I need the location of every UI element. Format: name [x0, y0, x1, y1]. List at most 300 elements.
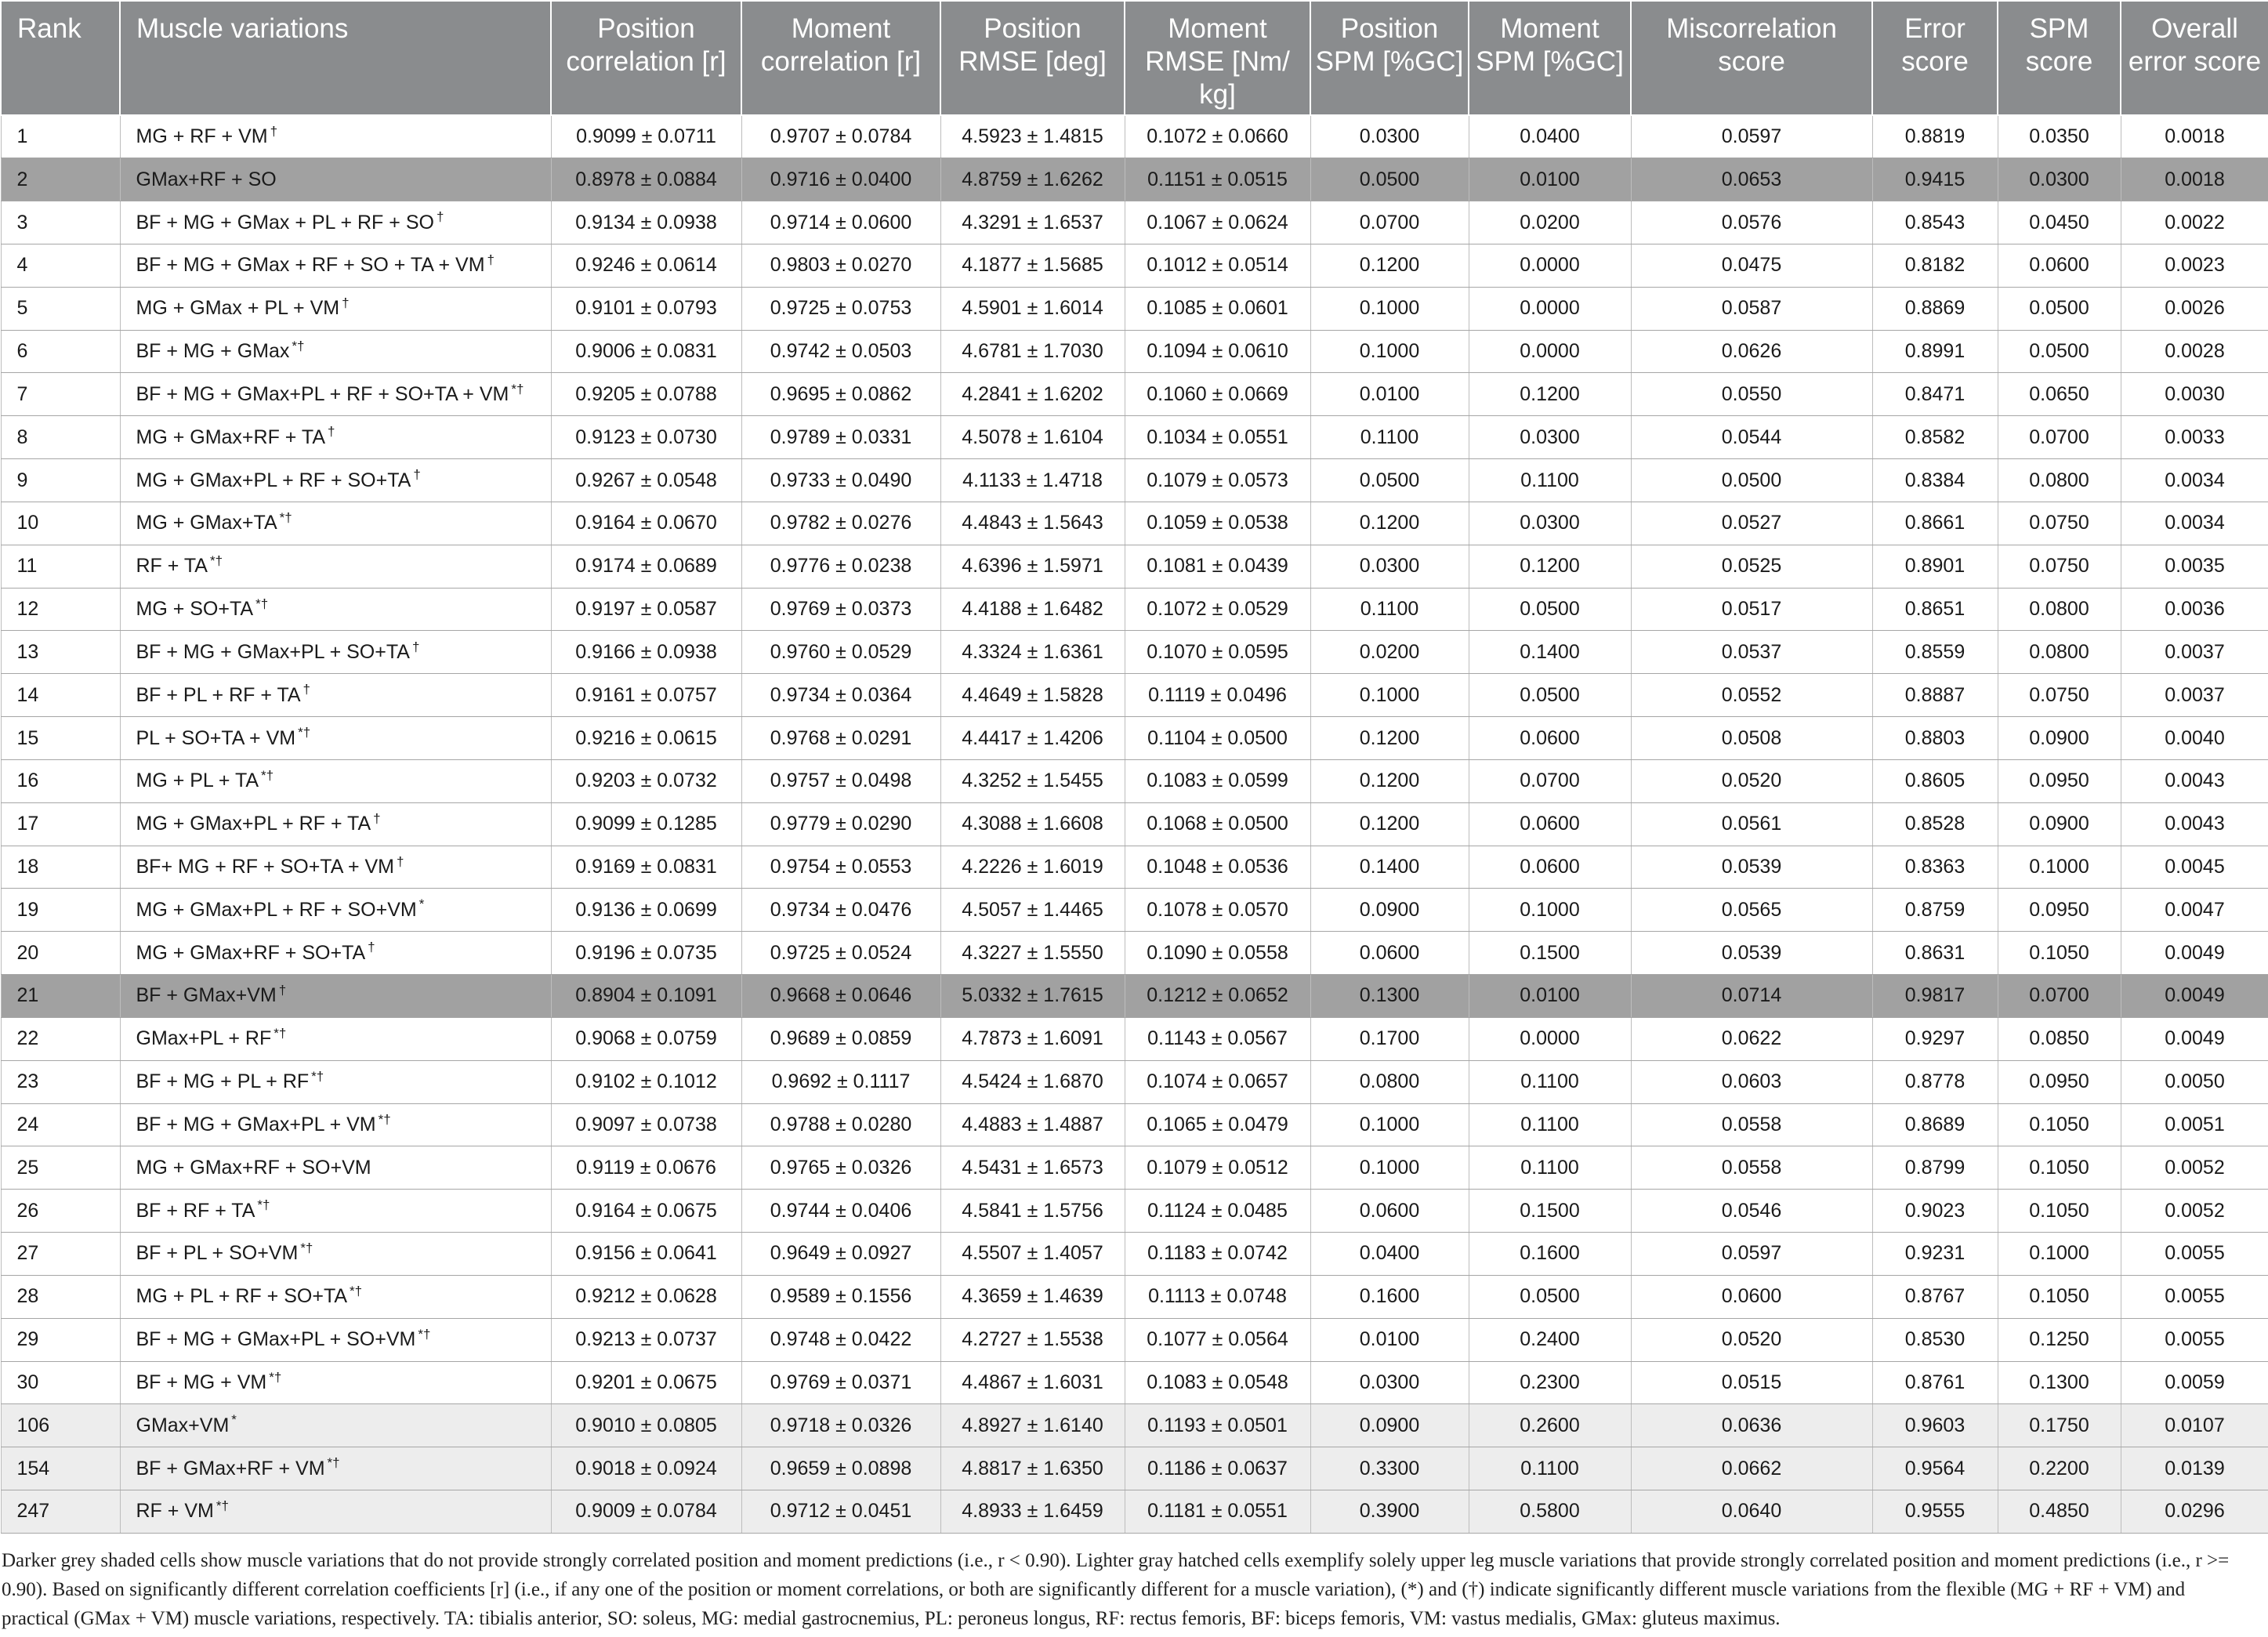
cell-muscle-variation	[120, 1190, 551, 1233]
table-row	[1, 889, 2268, 932]
cell-mom-spm: 0.0500	[1469, 588, 1631, 631]
header-error-score: Error score	[1872, 1, 1998, 115]
cell-mom-spm: 0.1500	[1469, 1190, 1631, 1233]
significance-mark: *†	[350, 1283, 363, 1298]
variation-label: GMax+PL + RF	[136, 1027, 272, 1050]
cell-muscle-variation	[120, 846, 551, 889]
cell-miscorr: 0.0558	[1631, 1103, 1872, 1146]
table-row	[1, 1275, 2268, 1318]
variation-label: MG + PL + TA	[136, 770, 259, 792]
cell-overall: 0.0050	[2121, 1060, 2268, 1103]
cell-muscle-variation	[120, 1103, 551, 1146]
variation-label: BF + MG + GMax + PL + RF + SO	[136, 211, 434, 234]
cell-muscle-variation	[120, 674, 551, 717]
table-row	[1, 1318, 2268, 1361]
cell-muscle-variation	[120, 975, 551, 1018]
variation-label: GMax+VM	[136, 1414, 230, 1436]
cell-mom-spm: 0.1200	[1469, 545, 1631, 588]
cell-muscle-variation	[120, 287, 551, 330]
cell-mom-spm: 0.5800	[1469, 1490, 1631, 1534]
cell-spm: 0.0950	[1998, 759, 2121, 802]
table-row	[1, 459, 2268, 502]
cell-miscorr: 0.0520	[1631, 759, 1872, 802]
cell-spm: 0.1000	[1998, 1233, 2121, 1276]
cell-pos-corr: 0.8904 ± 0.1091	[551, 975, 741, 1018]
cell-spm: 0.0900	[1998, 802, 2121, 846]
cell-overall: 0.0018	[2121, 115, 2268, 158]
cell-miscorr: 0.0597	[1631, 115, 1872, 158]
cell-error: 0.8661	[1872, 502, 1998, 545]
cell-rank: 247	[1, 1490, 120, 1534]
variation-label: BF + RF + TA	[136, 1199, 255, 1222]
cell-mom-corr: 0.9757 ± 0.0498	[741, 759, 940, 802]
cell-mom-rmse: 0.1083 ± 0.0599	[1125, 759, 1310, 802]
cell-mom-rmse: 0.1048 ± 0.0536	[1125, 846, 1310, 889]
significance-mark: †	[342, 295, 350, 310]
cell-rank: 4	[1, 244, 120, 287]
cell-spm: 0.0750	[1998, 674, 2121, 717]
significance-mark: †	[368, 940, 375, 955]
cell-mom-spm: 0.0300	[1469, 502, 1631, 545]
variation-label: MG + GMax+PL + RF + SO+TA	[136, 469, 411, 491]
cell-overall: 0.0055	[2121, 1318, 2268, 1361]
variation-label: BF + MG + GMax+PL + RF + SO+TA + VM	[136, 382, 509, 405]
variation-label: BF + MG + GMax	[136, 340, 290, 363]
header-position-rmse: Position RMSE [deg]	[940, 1, 1125, 115]
cell-overall: 0.0059	[2121, 1361, 2268, 1404]
significance-mark: *†	[292, 338, 305, 353]
cell-muscle-variation	[120, 932, 551, 975]
cell-mom-spm: 0.0200	[1469, 201, 1631, 244]
cell-spm: 0.0300	[1998, 158, 2121, 201]
cell-pos-corr: 0.9099 ± 0.0711	[551, 115, 741, 158]
variation-label: BF + MG + GMax+PL + VM	[136, 1113, 376, 1135]
cell-mom-corr: 0.9649 ± 0.0927	[741, 1233, 940, 1276]
cell-muscle-variation	[120, 1318, 551, 1361]
cell-pos-spm: 0.0500	[1310, 158, 1469, 201]
significance-mark: †	[303, 682, 311, 697]
cell-pos-spm: 0.0200	[1310, 631, 1469, 674]
cell-miscorr: 0.0714	[1631, 975, 1872, 1018]
significance-mark: †	[436, 209, 444, 225]
cell-mom-rmse: 0.1124 ± 0.0485	[1125, 1190, 1310, 1233]
cell-mom-corr: 0.9707 ± 0.0784	[741, 115, 940, 158]
cell-rank: 3	[1, 201, 120, 244]
table-body	[1, 115, 2268, 1533]
cell-mom-corr: 0.9768 ± 0.0291	[741, 717, 940, 760]
header-position-spm: Position SPM [%GC]	[1310, 1, 1469, 115]
cell-muscle-variation	[120, 759, 551, 802]
significance-mark: *†	[511, 381, 524, 397]
significance-mark: *†	[216, 1498, 229, 1514]
cell-pos-spm: 0.1000	[1310, 1146, 1469, 1190]
cell-pos-corr: 0.9164 ± 0.0670	[551, 502, 741, 545]
cell-pos-corr: 0.9166 ± 0.0938	[551, 631, 741, 674]
cell-rank: 2	[1, 158, 120, 201]
cell-error: 0.8182	[1872, 244, 1998, 287]
cell-pos-rmse: 4.6781 ± 1.7030	[940, 330, 1125, 373]
cell-error: 0.8384	[1872, 459, 1998, 502]
cell-pos-spm: 0.0700	[1310, 201, 1469, 244]
cell-spm: 0.1050	[1998, 932, 2121, 975]
cell-mom-corr: 0.9734 ± 0.0364	[741, 674, 940, 717]
cell-pos-rmse: 4.4188 ± 1.6482	[940, 588, 1125, 631]
table-row	[1, 416, 2268, 459]
cell-pos-rmse: 4.5057 ± 1.4465	[940, 889, 1125, 932]
cell-mom-rmse: 0.1212 ± 0.0652	[1125, 975, 1310, 1018]
variation-label: MG + GMax+PL + RF + TA	[136, 813, 371, 835]
variation-label: MG + GMax+RF + SO+VM	[136, 1156, 371, 1179]
cell-mom-spm: 0.0700	[1469, 759, 1631, 802]
cell-error: 0.8605	[1872, 759, 1998, 802]
cell-rank: 14	[1, 674, 120, 717]
table-row	[1, 1103, 2268, 1146]
cell-mom-corr: 0.9716 ± 0.0400	[741, 158, 940, 201]
table-row	[1, 330, 2268, 373]
cell-pos-rmse: 5.0332 ± 1.7615	[940, 975, 1125, 1018]
table-row	[1, 373, 2268, 416]
cell-pos-spm: 0.1000	[1310, 674, 1469, 717]
cell-miscorr: 0.0561	[1631, 802, 1872, 846]
significance-mark: *†	[209, 552, 223, 568]
significance-mark: †	[487, 252, 495, 268]
cell-mom-corr: 0.9776 ± 0.0238	[741, 545, 940, 588]
cell-muscle-variation	[120, 115, 551, 158]
cell-mom-rmse: 0.1072 ± 0.0660	[1125, 115, 1310, 158]
cell-error: 0.9555	[1872, 1490, 1998, 1534]
significance-mark: *†	[269, 1369, 282, 1385]
cell-pos-corr: 0.9123 ± 0.0730	[551, 416, 741, 459]
cell-pos-corr: 0.9203 ± 0.0732	[551, 759, 741, 802]
header-rank: Rank	[1, 1, 120, 115]
table-row	[1, 588, 2268, 631]
cell-mom-rmse: 0.1060 ± 0.0669	[1125, 373, 1310, 416]
cell-error: 0.8761	[1872, 1361, 1998, 1404]
cell-mom-corr: 0.9779 ± 0.0290	[741, 802, 940, 846]
cell-mom-corr: 0.9718 ± 0.0326	[741, 1404, 940, 1447]
cell-muscle-variation	[120, 802, 551, 846]
cell-muscle-variation	[120, 373, 551, 416]
cell-pos-spm: 0.3300	[1310, 1447, 1469, 1490]
cell-error: 0.9023	[1872, 1190, 1998, 1233]
cell-mom-rmse: 0.1012 ± 0.0514	[1125, 244, 1310, 287]
cell-pos-spm: 0.1200	[1310, 244, 1469, 287]
cell-mom-rmse: 0.1078 ± 0.0570	[1125, 889, 1310, 932]
cell-pos-corr: 0.9164 ± 0.0675	[551, 1190, 741, 1233]
cell-pos-rmse: 4.8759 ± 1.6262	[940, 158, 1125, 201]
cell-pos-spm: 0.0600	[1310, 932, 1469, 975]
table-row	[1, 631, 2268, 674]
cell-pos-corr: 0.9136 ± 0.0699	[551, 889, 741, 932]
cell-pos-rmse: 4.3252 ± 1.5455	[940, 759, 1125, 802]
cell-error: 0.8799	[1872, 1146, 1998, 1190]
cell-pos-spm: 0.1200	[1310, 502, 1469, 545]
cell-rank: 28	[1, 1275, 120, 1318]
cell-miscorr: 0.0515	[1631, 1361, 1872, 1404]
table-footnote: Darker grey shaded cells show muscle variations that do not provide strongly correlated position and moment predictions (i.e., r < 0.90). Lighter gray hatched cells exemplify solely upper leg muscle variations that provide strongly correlated position and moment predictions (i.e., r >= 0.90). Based on significantly different correlation coefficients [r] (i.e., if any one of the position or moment correlations, or both are significantly different for a muscle variation), (*) and (†) indicate significantly different muscle variations from the flexible (MG + RF + VM) and practical (GMax + VM) muscle variations, respectively. TA: tibialis anterior, SO: soleus, MG: medial gastrocnemius, PL: peroneus longus, RF: rectus femoris, BF: biceps femoris, VM: vastus medialis, GMax: gluteus maximus.	[2, 1549, 2230, 1629]
cell-mom-spm: 0.0000	[1469, 1017, 1631, 1060]
cell-error: 0.8803	[1872, 717, 1998, 760]
cell-overall: 0.0040	[2121, 717, 2268, 760]
cell-muscle-variation	[120, 1233, 551, 1276]
cell-pos-spm: 0.1200	[1310, 717, 1469, 760]
cell-rank: 26	[1, 1190, 120, 1233]
cell-overall: 0.0107	[2121, 1404, 2268, 1447]
cell-pos-rmse: 4.3227 ± 1.5550	[940, 932, 1125, 975]
cell-overall: 0.0022	[2121, 201, 2268, 244]
cell-pos-rmse: 4.4843 ± 1.5643	[940, 502, 1125, 545]
cell-rank: 27	[1, 1233, 120, 1276]
table-row	[1, 1447, 2268, 1490]
cell-pos-corr: 0.9201 ± 0.0675	[551, 1361, 741, 1404]
cell-miscorr: 0.0587	[1631, 287, 1872, 330]
cell-rank: 20	[1, 932, 120, 975]
cell-miscorr: 0.0527	[1631, 502, 1872, 545]
cell-error: 0.8778	[1872, 1060, 1998, 1103]
variation-label: GMax+RF + SO	[136, 168, 277, 190]
cell-pos-corr: 0.9267 ± 0.0548	[551, 459, 741, 502]
cell-mom-rmse: 0.1083 ± 0.0548	[1125, 1361, 1310, 1404]
variation-label: BF + MG + GMax + RF + SO + TA + VM	[136, 254, 485, 277]
cell-pos-rmse: 4.3088 ± 1.6608	[940, 802, 1125, 846]
cell-mom-corr: 0.9754 ± 0.0553	[741, 846, 940, 889]
table-row	[1, 1490, 2268, 1534]
cell-mom-rmse: 0.1186 ± 0.0637	[1125, 1447, 1310, 1490]
significance-mark: *†	[255, 596, 269, 611]
cell-miscorr: 0.0653	[1631, 158, 1872, 201]
table-row	[1, 1361, 2268, 1404]
cell-rank: 154	[1, 1447, 120, 1490]
cell-overall: 0.0033	[2121, 416, 2268, 459]
cell-spm: 0.0750	[1998, 545, 2121, 588]
cell-error: 0.9415	[1872, 158, 1998, 201]
cell-error: 0.8767	[1872, 1275, 1998, 1318]
variation-label: MG + PL + RF + SO+TA	[136, 1285, 348, 1308]
cell-mom-corr: 0.9744 ± 0.0406	[741, 1190, 940, 1233]
table-row	[1, 158, 2268, 201]
table-row	[1, 802, 2268, 846]
cell-error: 0.9297	[1872, 1017, 1998, 1060]
cell-mom-spm: 0.1100	[1469, 1060, 1631, 1103]
cell-mom-rmse: 0.1074 ± 0.0657	[1125, 1060, 1310, 1103]
cell-spm: 0.1050	[1998, 1275, 2121, 1318]
variation-label: BF + MG + PL + RF	[136, 1070, 310, 1093]
cell-pos-corr: 0.9205 ± 0.0788	[551, 373, 741, 416]
significance-mark: †	[373, 810, 381, 826]
table-row	[1, 1190, 2268, 1233]
table-row	[1, 287, 2268, 330]
cell-rank: 17	[1, 802, 120, 846]
table-row	[1, 975, 2268, 1018]
cell-pos-rmse: 4.8927 ± 1.6140	[940, 1404, 1125, 1447]
variation-label: MG + GMax+TA	[136, 512, 277, 534]
cell-mom-spm: 0.1500	[1469, 932, 1631, 975]
cell-pos-corr: 0.9169 ± 0.0831	[551, 846, 741, 889]
cell-mom-rmse: 0.1094 ± 0.0610	[1125, 330, 1310, 373]
cell-muscle-variation	[120, 1361, 551, 1404]
cell-rank: 15	[1, 717, 120, 760]
cell-mom-corr: 0.9769 ± 0.0373	[741, 588, 940, 631]
cell-muscle-variation	[120, 1404, 551, 1447]
cell-pos-rmse: 4.7873 ± 1.6091	[940, 1017, 1125, 1060]
cell-spm: 0.0950	[1998, 1060, 2121, 1103]
cell-pos-corr: 0.9018 ± 0.0924	[551, 1447, 741, 1490]
cell-spm: 0.0900	[1998, 717, 2121, 760]
cell-miscorr: 0.0626	[1631, 330, 1872, 373]
cell-miscorr: 0.0640	[1631, 1490, 1872, 1534]
cell-pos-rmse: 4.1877 ± 1.5685	[940, 244, 1125, 287]
cell-miscorr: 0.0622	[1631, 1017, 1872, 1060]
variation-label: MG + GMax+RF + TA	[136, 426, 325, 448]
cell-pos-corr: 0.9102 ± 0.1012	[551, 1060, 741, 1103]
cell-pos-corr: 0.9213 ± 0.0737	[551, 1318, 741, 1361]
cell-pos-spm: 0.1200	[1310, 802, 1469, 846]
cell-pos-corr: 0.9196 ± 0.0735	[551, 932, 741, 975]
cell-mom-rmse: 0.1081 ± 0.0439	[1125, 545, 1310, 588]
cell-pos-spm: 0.0300	[1310, 545, 1469, 588]
significance-mark: †	[278, 983, 287, 998]
cell-pos-rmse: 4.1133 ± 1.4718	[940, 459, 1125, 502]
cell-rank: 22	[1, 1017, 120, 1060]
cell-miscorr: 0.0508	[1631, 717, 1872, 760]
significance-mark: *†	[261, 768, 274, 783]
cell-mom-rmse: 0.1072 ± 0.0529	[1125, 588, 1310, 631]
cell-muscle-variation	[120, 1275, 551, 1318]
cell-overall: 0.0023	[2121, 244, 2268, 287]
cell-mom-rmse: 0.1034 ± 0.0551	[1125, 416, 1310, 459]
cell-miscorr: 0.0565	[1631, 889, 1872, 932]
cell-rank: 16	[1, 759, 120, 802]
cell-mom-corr: 0.9668 ± 0.0646	[741, 975, 940, 1018]
cell-mom-corr: 0.9589 ± 0.1556	[741, 1275, 940, 1318]
cell-pos-corr: 0.9212 ± 0.0628	[551, 1275, 741, 1318]
cell-mom-spm: 0.1000	[1469, 889, 1631, 932]
cell-pos-rmse: 4.3324 ± 1.6361	[940, 631, 1125, 674]
cell-pos-spm: 0.1100	[1310, 416, 1469, 459]
cell-pos-rmse: 4.4649 ± 1.5828	[940, 674, 1125, 717]
cell-mom-spm: 0.0000	[1469, 287, 1631, 330]
cell-miscorr: 0.0550	[1631, 373, 1872, 416]
cell-mom-spm: 0.1600	[1469, 1233, 1631, 1276]
cell-mom-spm: 0.1200	[1469, 373, 1631, 416]
cell-spm: 0.0500	[1998, 287, 2121, 330]
cell-rank: 23	[1, 1060, 120, 1103]
cell-rank: 10	[1, 502, 120, 545]
cell-overall: 0.0034	[2121, 502, 2268, 545]
cell-overall: 0.0034	[2121, 459, 2268, 502]
cell-mom-corr: 0.9789 ± 0.0331	[741, 416, 940, 459]
cell-miscorr: 0.0603	[1631, 1060, 1872, 1103]
cell-spm: 0.0450	[1998, 201, 2121, 244]
significance-mark: *†	[279, 510, 292, 526]
table-row	[1, 1060, 2268, 1103]
cell-muscle-variation	[120, 1490, 551, 1534]
cell-spm: 0.0700	[1998, 975, 2121, 1018]
header-moment-rmse: Moment RMSE [Nm/ kg]	[1125, 1, 1310, 115]
cell-spm: 0.0750	[1998, 502, 2121, 545]
cell-error: 0.8631	[1872, 932, 1998, 975]
variation-label: BF + GMax+RF + VM	[136, 1457, 325, 1479]
cell-mom-spm: 0.2600	[1469, 1404, 1631, 1447]
cell-error: 0.8901	[1872, 545, 1998, 588]
cell-error: 0.8543	[1872, 201, 1998, 244]
cell-error: 0.9817	[1872, 975, 1998, 1018]
variation-label: RF + TA	[136, 555, 208, 578]
cell-spm: 0.0950	[1998, 889, 2121, 932]
cell-overall: 0.0043	[2121, 802, 2268, 846]
cell-rank: 19	[1, 889, 120, 932]
cell-error: 0.8559	[1872, 631, 1998, 674]
table-row	[1, 1233, 2268, 1276]
cell-spm: 0.0700	[1998, 416, 2121, 459]
variation-label: BF + MG + VM	[136, 1371, 267, 1393]
cell-pos-spm: 0.1000	[1310, 287, 1469, 330]
cell-pos-rmse: 4.8933 ± 1.6459	[940, 1490, 1125, 1534]
variation-label: RF + VM	[136, 1500, 214, 1523]
cell-pos-corr: 0.9009 ± 0.0784	[551, 1490, 741, 1534]
cell-overall: 0.0052	[2121, 1190, 2268, 1233]
cell-muscle-variation	[120, 631, 551, 674]
cell-mom-corr: 0.9782 ± 0.0276	[741, 502, 940, 545]
cell-miscorr: 0.0544	[1631, 416, 1872, 459]
cell-error: 0.8991	[1872, 330, 1998, 373]
cell-error: 0.8651	[1872, 588, 1998, 631]
cell-pos-spm: 0.1000	[1310, 1103, 1469, 1146]
cell-mom-rmse: 0.1104 ± 0.0500	[1125, 717, 1310, 760]
cell-rank: 21	[1, 975, 120, 1018]
table-row	[1, 1017, 2268, 1060]
cell-spm: 0.0350	[1998, 115, 2121, 158]
cell-mom-corr: 0.9659 ± 0.0898	[741, 1447, 940, 1490]
cell-spm: 0.0800	[1998, 631, 2121, 674]
cell-mom-spm: 0.0400	[1469, 115, 1631, 158]
cell-mom-rmse: 0.1113 ± 0.0748	[1125, 1275, 1310, 1318]
cell-error: 0.8530	[1872, 1318, 1998, 1361]
significance-mark: *†	[378, 1111, 391, 1127]
significance-mark: *†	[298, 725, 311, 741]
cell-pos-rmse: 4.5507 ± 1.4057	[940, 1233, 1125, 1276]
cell-overall: 0.0045	[2121, 846, 2268, 889]
cell-pos-corr: 0.9010 ± 0.0805	[551, 1404, 741, 1447]
cell-pos-spm: 0.0300	[1310, 115, 1469, 158]
cell-mom-rmse: 0.1151 ± 0.0515	[1125, 158, 1310, 201]
cell-spm: 0.1250	[1998, 1318, 2121, 1361]
cell-mom-spm: 0.1100	[1469, 1447, 1631, 1490]
cell-pos-rmse: 4.2727 ± 1.5538	[940, 1318, 1125, 1361]
cell-mom-spm: 0.2400	[1469, 1318, 1631, 1361]
cell-pos-rmse: 4.5923 ± 1.4815	[940, 115, 1125, 158]
cell-overall: 0.0037	[2121, 631, 2268, 674]
cell-spm: 0.2200	[1998, 1447, 2121, 1490]
cell-error: 0.8582	[1872, 416, 1998, 459]
cell-pos-corr: 0.9161 ± 0.0757	[551, 674, 741, 717]
cell-pos-spm: 0.1400	[1310, 846, 1469, 889]
cell-miscorr: 0.0520	[1631, 1318, 1872, 1361]
significance-mark: *	[418, 896, 425, 912]
cell-mom-corr: 0.9734 ± 0.0476	[741, 889, 940, 932]
cell-error: 0.9564	[1872, 1447, 1998, 1490]
table-header-row	[1, 1, 2268, 115]
cell-mom-corr: 0.9692 ± 0.1117	[741, 1060, 940, 1103]
cell-error: 0.8869	[1872, 287, 1998, 330]
cell-pos-rmse: 4.6396 ± 1.5971	[940, 545, 1125, 588]
cell-pos-spm: 0.0300	[1310, 1361, 1469, 1404]
cell-pos-corr: 0.9099 ± 0.1285	[551, 802, 741, 846]
table-row	[1, 759, 2268, 802]
cell-rank: 30	[1, 1361, 120, 1404]
cell-pos-spm: 0.0600	[1310, 1190, 1469, 1233]
cell-overall: 0.0030	[2121, 373, 2268, 416]
